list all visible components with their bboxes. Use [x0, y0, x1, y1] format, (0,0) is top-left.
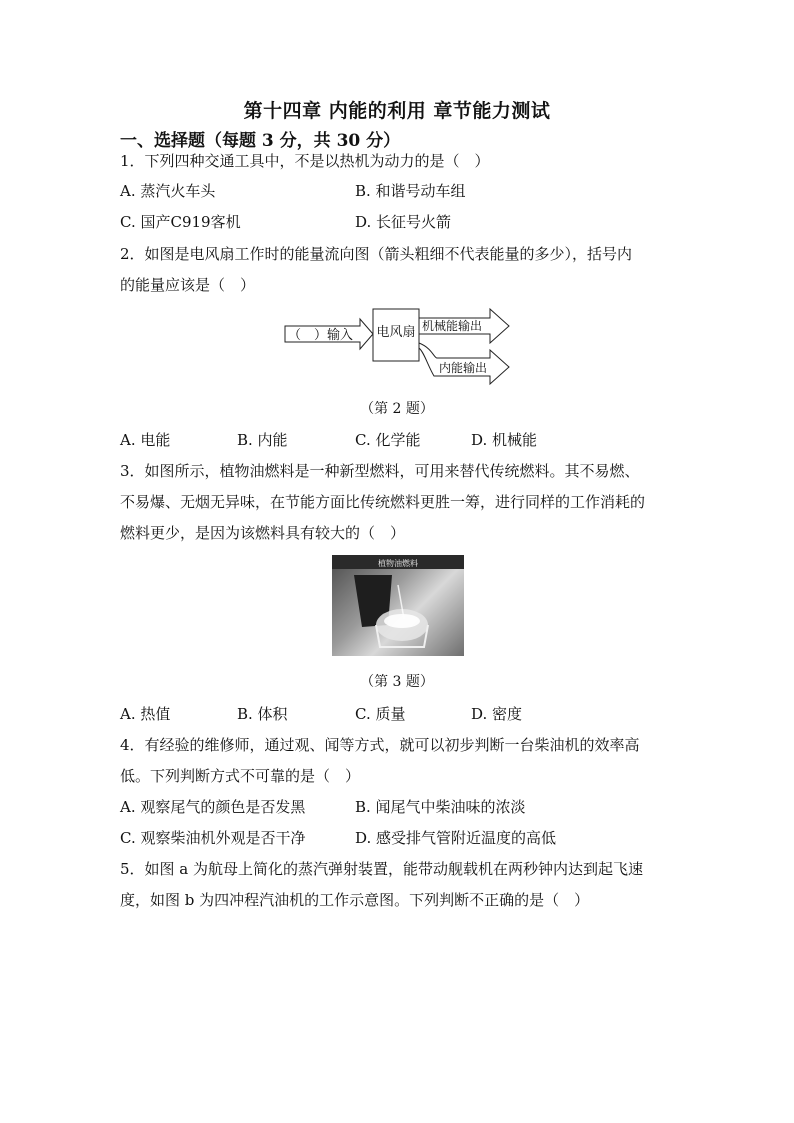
- question-3-stem-line3: 燃料更少，是因为该燃料具有较大的（ ）: [120, 524, 406, 542]
- q4-option-b: B. 闻尾气中柴油味的浓淡: [355, 798, 526, 816]
- figure-3-caption: （第 3 题）: [360, 674, 434, 690]
- question-2-stem-line2: 的能量应该是（ ）: [120, 276, 256, 294]
- question-2-stem-line1: 2．如图是电风扇工作时的能量流向图（箭头粗细不代表能量的多少），括号内: [120, 245, 633, 263]
- question-5-stem-line2: 度，如图 b 为四冲程汽油机的工作示意图。下列判断不正确的是（ ）: [120, 891, 590, 909]
- q2-option-c: C. 化学能: [355, 431, 421, 449]
- input-arrow-label: （ ）输入: [288, 328, 354, 343]
- question-5-stem-line1: 5．如图 a 为航母上简化的蒸汽弹射装置，能带动舰载机在两秒钟内达到起飞速: [120, 860, 644, 878]
- q3-option-c: C. 质量: [355, 705, 406, 723]
- internal-energy-output-label: 内能输出: [439, 361, 488, 375]
- q2-option-d: D. 机械能: [471, 431, 538, 449]
- q2-option-b: B. 内能: [237, 431, 288, 449]
- section-heading: 一、选择题（每题 3 分，共 30 分）: [120, 131, 401, 151]
- question-1-stem: 1．下列四种交通工具中，不是以热机为动力的是（ ）: [120, 152, 490, 170]
- q3-option-b: B. 体积: [237, 705, 288, 723]
- q1-option-b: B. 和谐号动车组: [355, 182, 466, 200]
- plant-oil-fuel-photo: [332, 555, 464, 656]
- question-4-stem-line2: 低。下列判断方式不可靠的是（ ）: [120, 767, 361, 785]
- q4-option-d: D. 感受排气管附近温度的高低: [355, 829, 557, 847]
- q2-option-a: A. 电能: [120, 431, 171, 449]
- q1-option-d: D. 长征号火箭: [355, 213, 452, 231]
- energy-flow-diagram: [282, 306, 512, 386]
- figure-2-caption: （第 2 题）: [360, 401, 434, 417]
- question-3-stem-line1: 3．如图所示，植物油燃料是一种新型燃料，可用来替代传统燃料。其不易燃、: [120, 462, 640, 480]
- question-3-stem-line2: 不易爆、无烟无异味，在节能方面比传统燃料更胜一筹，进行同样的工作消耗的: [120, 493, 646, 511]
- q3-option-d: D. 密度: [471, 705, 523, 723]
- q4-option-c: C. 观察柴油机外观是否干净: [120, 829, 306, 847]
- photo-label: 植物油燃料: [378, 559, 418, 568]
- q4-option-a: A. 观察尾气的颜色是否发黑: [120, 798, 306, 816]
- question-4-stem-line1: 4．有经验的维修师，通过观、闻等方式，就可以初步判断一台柴油机的效率高: [120, 736, 640, 754]
- q1-option-c: C. 国产C919客机: [120, 213, 241, 231]
- q1-option-a: A. 蒸汽火车头: [120, 182, 216, 200]
- q3-option-a: A. 热值: [120, 705, 171, 723]
- mechanical-output-label: 机械能输出: [422, 319, 483, 333]
- fuel-photo-illustration: [332, 555, 464, 656]
- fan-box-label: 电风扇: [376, 325, 416, 340]
- page-title: 第十四章 内能的利用 章节能力测试: [243, 100, 551, 122]
